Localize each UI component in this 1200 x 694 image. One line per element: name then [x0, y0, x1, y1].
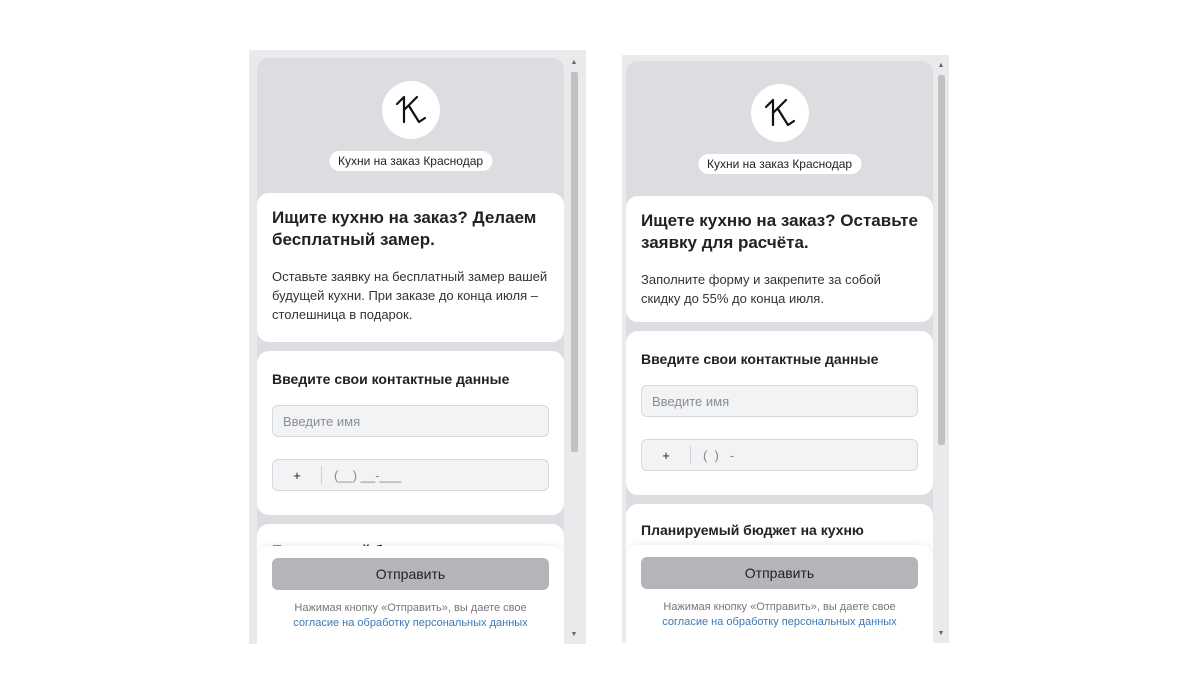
submit-bar	[626, 545, 933, 643]
consent-link[interactable]: согласие на обработку персональных данных	[662, 616, 897, 628]
consent-link[interactable]: согласие на обработку персональных данных	[293, 617, 528, 629]
triangle-down-icon[interactable]: ▼	[570, 631, 578, 638]
logo	[382, 81, 440, 139]
header	[257, 58, 564, 193]
triangle-up-icon[interactable]: ▲	[937, 62, 945, 69]
consent-text: Нажимая кнопку «Отправить», вы даете свое	[663, 601, 896, 613]
intro-card	[257, 193, 564, 342]
phone-prefix: +	[662, 447, 670, 463]
contact-title: Введите свои контактные данные	[272, 371, 510, 387]
triangle-up-icon[interactable]: ▲	[570, 59, 578, 66]
name-placeholder: Введите имя	[283, 413, 361, 429]
submit-bar	[257, 546, 564, 644]
header	[626, 61, 933, 196]
phone-input[interactable]	[272, 459, 549, 491]
description: Заполните форму и закрепите за собой скидку до 55% до конца июля.	[641, 272, 881, 306]
logo	[751, 84, 809, 142]
headline: Ищете кухню на заказ? Оставьте заявку для расчёта.	[641, 211, 918, 252]
contact-title: Введите свои контактные данные	[641, 351, 879, 367]
description: Оставьте заявку на бесплатный замер вашей будущей кухни. При заказе до конца июля – столешница в подарок.	[272, 269, 548, 322]
form-screen	[626, 61, 933, 643]
name-placeholder: Введите имя	[652, 393, 730, 409]
scrollbar[interactable]	[936, 61, 946, 639]
phone-screen-2	[622, 55, 949, 643]
company-name: Кухни на заказ Краснодар	[329, 151, 492, 171]
budget-title: Планируемый бюджет на кухню	[641, 522, 864, 538]
phone-mask: (__) __-___	[334, 467, 402, 483]
scroll-thumb[interactable]	[938, 75, 945, 445]
phone-screen-1	[249, 50, 586, 644]
k-logo-icon	[760, 95, 800, 131]
submit-button[interactable]: Отправить	[641, 557, 918, 589]
consent-notice	[626, 600, 933, 630]
phone-mask: ( ) -	[703, 447, 735, 463]
k-logo-icon	[391, 92, 431, 128]
contact-card	[257, 351, 564, 515]
consent-text: Нажимая кнопку «Отправить», вы даете свое	[294, 602, 527, 614]
name-input[interactable]	[641, 385, 918, 417]
scroll-thumb[interactable]	[571, 72, 578, 452]
scrollbar[interactable]	[569, 58, 579, 640]
phone-prefix: +	[293, 467, 301, 483]
form-screen	[257, 58, 564, 644]
phone-input[interactable]	[641, 439, 918, 471]
submit-button[interactable]: Отправить	[272, 558, 549, 590]
contact-card	[626, 331, 933, 495]
triangle-down-icon[interactable]: ▼	[937, 630, 945, 637]
name-input[interactable]	[272, 405, 549, 437]
consent-notice	[257, 601, 564, 631]
company-name: Кухни на заказ Краснодар	[698, 154, 861, 174]
headline: Ищите кухню на заказ? Делаем бесплатный замер.	[272, 208, 537, 249]
intro-card	[626, 196, 933, 322]
